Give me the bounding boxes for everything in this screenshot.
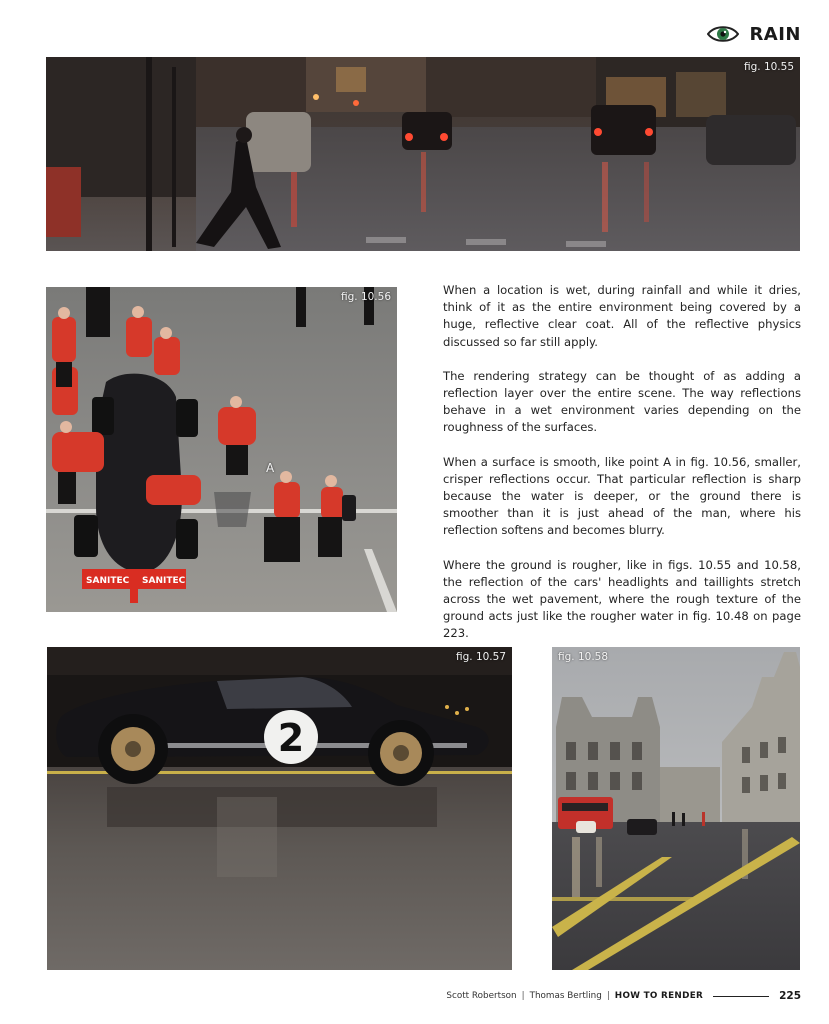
city-square-image [552,647,800,970]
paragraph-3: When a surface is smooth, like point A in fig. 10.56, smaller, crisper reflections occur. That particular reflection is sharp because the water is deeper, or the ground there is smoother than it is just ahead of the man, where his reflection softens and becomes blurry. [443,454,801,538]
paragraph-1: When a location is wet, during rainfall and while it dries, think of it as the entire environment being covered by a huge, reflective clear coat. All of the reflective physics discussed so far still apply. [443,283,801,349]
page-number: 225 [779,990,801,1002]
point-a-label: A [266,461,275,475]
figure-label: fig. 10.57 [455,651,506,663]
section-header [707,20,801,48]
paragraph-2: The rendering strategy can be thought of as adding a reflection layer over the entire scene. The way reflections behave in a wet environment varies depending on the roughness of the surfaces. [443,368,801,435]
figure-label: fig. 10.55 [743,61,794,73]
page-footer [446,989,801,1003]
author-2: Thomas Bertling [529,991,602,1001]
footer-separator: | [521,991,525,1001]
wet-street-image [46,57,800,251]
car-sponsor-left: SANITEC [86,576,130,586]
section-title: RAIN [749,23,801,45]
book-title: HOW TO RENDER [614,991,704,1001]
figure-10-55-wet-street [46,57,800,251]
eye-icon [707,24,739,44]
race-team-image [46,287,397,612]
paragraph-4: Where the ground is rougher, like in figs. 10.55 and 10.58, the reflection of the cars' headlights and taillights stretch across the wet pavement, where the rough texture of the ground acts just like the rougher water in fig. 10.48 on page 223. [443,557,801,641]
footer-rule [713,996,769,997]
figure-10-58-city-square [552,647,800,970]
article-body [443,282,801,660]
author-1: Scott Robertson [446,991,517,1001]
footer-separator: | [606,991,610,1001]
figure-10-56-race-team [46,287,397,612]
figure-label: fig. 10.58 [558,651,609,663]
figure-10-57-race-car [47,647,512,970]
race-car-image [47,647,512,970]
car-number: 2 [277,716,305,760]
figure-label: fig. 10.56 [340,291,391,303]
car-sponsor-right: SANITEC [142,576,186,586]
